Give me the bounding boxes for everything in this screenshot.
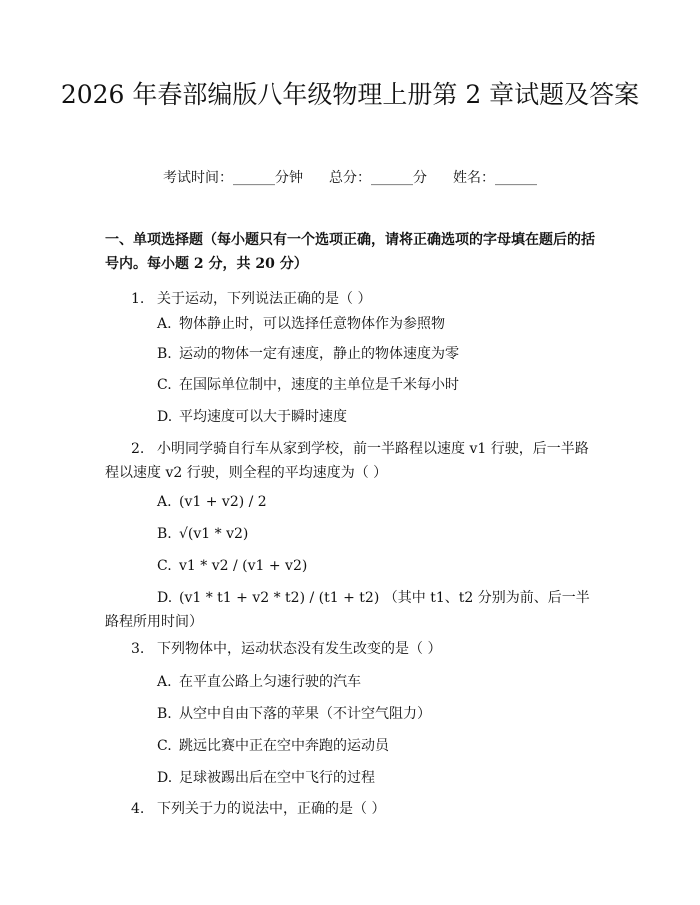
- question-number: 2.: [131, 441, 145, 457]
- option-letter: D.: [157, 770, 173, 786]
- option-text: (v1 * t1 + v2 * t2) / (t1 + t2) （其中 t1、t2 分别为前、后一半路程所用时间）: [105, 590, 590, 630]
- question-number: 3.: [131, 641, 145, 657]
- question-number: 1.: [131, 291, 145, 307]
- option-letter: B.: [157, 706, 172, 722]
- question-stem: 下列关于力的说法中，正确的是（ ）: [157, 801, 386, 817]
- question-stem: 小明同学骑自行车从家到学校，前一半路程以速度 v1 行驶，后一半路程以速度 v2 行驶，则全程的平均速度为（ ）: [105, 441, 589, 481]
- option-letter: D.: [157, 590, 173, 606]
- question-1: [105, 287, 600, 311]
- question-2-option-a: [157, 490, 602, 514]
- option-text: 平均速度可以大于瞬时速度: [179, 409, 347, 425]
- question-2-option-b: [157, 522, 602, 546]
- option-letter: A.: [157, 674, 172, 690]
- question-1-option-d: [157, 405, 602, 429]
- option-letter: A.: [157, 494, 172, 510]
- question-3-option-a: [157, 670, 602, 694]
- option-text: √(v1 * v2): [179, 526, 249, 542]
- option-letter: A.: [157, 316, 172, 332]
- question-3-option-b: [157, 702, 602, 726]
- question-2: [105, 437, 600, 485]
- option-text: v1 * v2 / (v1 + v2): [179, 558, 308, 574]
- option-text: 物体静止时，可以选择任意物体作为参照物: [179, 316, 445, 332]
- question-3-option-d: [157, 766, 602, 790]
- section-heading: 一、单项选择题（每小题只有一个选项正确，请将正确选项的字母填在题后的括号内。每小题 2 分，共 20 分）: [105, 232, 595, 272]
- option-letter: C.: [157, 738, 172, 754]
- exam-meta: [0, 168, 700, 188]
- question-3-option-c: [157, 734, 602, 758]
- option-letter: D.: [157, 409, 173, 425]
- student-name-field: 姓名：______: [453, 170, 537, 186]
- option-letter: B.: [157, 346, 172, 362]
- option-letter: C.: [157, 377, 172, 393]
- question-1-option-b: [157, 342, 602, 366]
- option-text: (v1 + v2) / 2: [179, 494, 267, 510]
- total-score-field: 总分：______分: [329, 170, 427, 186]
- option-text: 在平直公路上匀速行驶的汽车: [179, 674, 361, 690]
- question-1-option-c: [157, 373, 602, 397]
- option-text: 运动的物体一定有速度，静止的物体速度为零: [179, 346, 459, 362]
- option-text: 跳远比赛中正在空中奔跑的运动员: [179, 738, 389, 754]
- question-2-option-d: [105, 586, 600, 634]
- document-title: 2026 年春部编版八年级物理上册第 2 章试题及答案: [60, 80, 640, 109]
- question-2-option-c: [157, 554, 602, 578]
- question-4: [105, 797, 600, 821]
- question-1-option-a: [157, 312, 602, 336]
- exam-time-field: 考试时间：______分钟: [163, 170, 303, 186]
- option-text: 从空中自由下落的苹果（不计空气阻力）: [179, 706, 431, 722]
- option-text: 足球被踢出后在空中飞行的过程: [179, 770, 375, 786]
- question-number: 4.: [131, 801, 145, 817]
- option-letter: B.: [157, 526, 172, 542]
- option-letter: C.: [157, 558, 172, 574]
- option-text: 在国际单位制中，速度的主单位是千米每小时: [179, 377, 459, 393]
- question-stem: 关于运动，下列说法正确的是（ ）: [157, 291, 372, 307]
- question-3: [105, 637, 600, 661]
- question-stem: 下列物体中，运动状态没有发生改变的是（ ）: [157, 641, 442, 657]
